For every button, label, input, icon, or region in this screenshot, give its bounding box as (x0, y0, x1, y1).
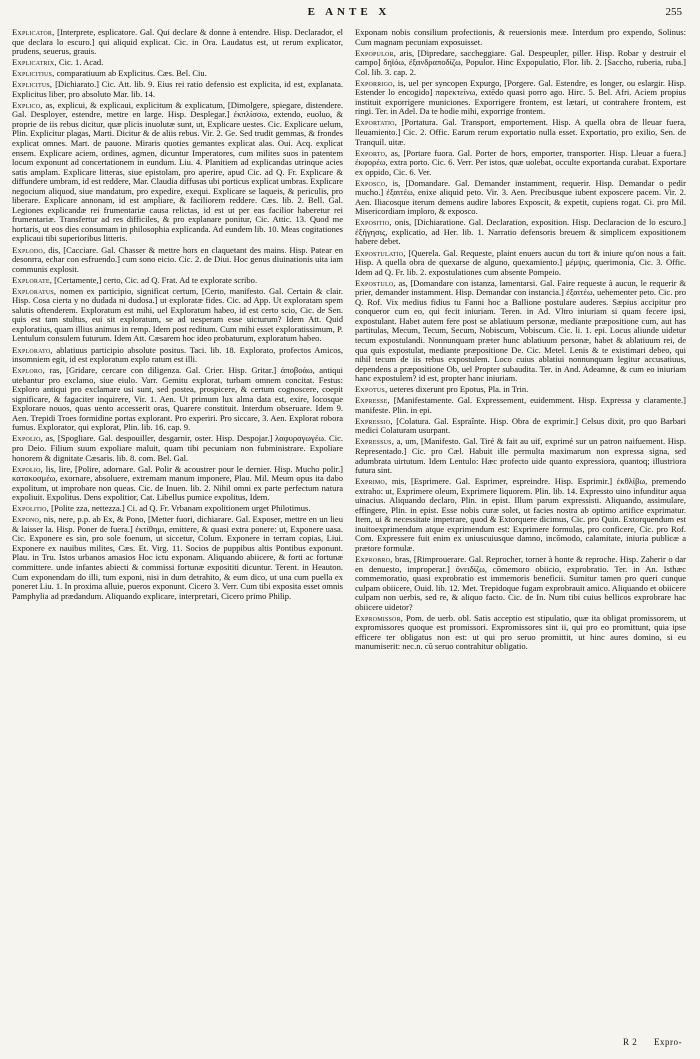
entry-headword: Explicator, (12, 27, 55, 37)
entry-headword: Exporrigo, (355, 77, 396, 88)
entry-headword: Expolio, (12, 433, 43, 444)
dictionary-entry (355, 555, 686, 612)
entry-definition: is, [Domandare. Gal. Demander instamment, requerir. Hisp. Demandar o pedir mucho.] ἐξαιτέω, enixe aliquid peto. Vir. 3. Aen. Precibusque iubent exposcere pacem. Vir. 2. Aen. Iliacosque iterum demens audire labores Exposcit, & expetit, cupiens rogat. Ci. pro Mil. Misericordiam implorо, & exposco. (355, 177, 686, 217)
entry-headword: Expostulatio, (355, 247, 406, 258)
dictionary-entry (12, 69, 343, 79)
entry-headword: Expromissor, (355, 612, 404, 623)
entry-definition: lis, lire, [Polire, adornare. Gal. Polir & acoustrer pour le dernier. Hisp. Mucho polir.] κατακοσμέω, exornare, absoluere, extremam manum imponere, Plau. Mil. Meum opus ita dabo expolitum, ut improbare non queas. Cic. de Inuen. lib. 2. Nihil omni ex parte perfectum natura expoliuit. Expolitus. Dens expolitior, Cat. Libellus pumice expolitus, Idem. (12, 463, 343, 503)
entry-definition: Exponam nobis consilium profectionis, & reuersionis meæ. Interdum pro expendo, Solinus: Cum magnam pecuniam exposuisset. (355, 27, 686, 47)
entry-headword: Exploratus, (12, 285, 57, 296)
entry-definition: as, explicui, & explicaui, explicitum & explicatum, [Dimolgere, spiegare, distendere. Gal. Desployer, estendre, mettre en large. Hisp. Desplegar.] ἐκπλίσσω, extendo, euoluo, & proprie de iis rebus dicitur, quæ plicis inuolutæ sunt, ut, Explicare uestes. Cic. Explicare uelum, Plin. Explicitur plagas, Marti. Dicitur & de aliis rebus. Vir. 2. Ge. Sed trudit gemmas, & frondes explicat omnes. Mart. de pauone. Miraris quoties gemantes explicat alas. Oui. Acq. explicat ensem. Explicare aciem, ordines, agmen, dicuntur Imperatores, cum milites suos in patentem locum exponunt ad concertationem in eundum. Liu. 4. Planitiem ad explicandas utrinque acies satis amplam. Explicare litteras, siue epistolam, pro aperire, apud Cic. ad Q. Fr. Explicare & diffundere umbram, id est reddere, Mar. Claudia diffusas ubi porticus explicat umbras. Explicare negocium aliquod, siue mandatum, pro expedire, exequi. Explicare se laqueis, & periculis, pro liberare. Explicare annonam, id est ampliare, & faciliorem reddere. Cæs. lib. 2. Bell. Gal. Legiones explicandæ rei frumentariæ causa relictas, id est ut per eas facilior haberetur rei frumentariæ. Transfertur ad res difficiles, & pro explanare ponitur, Cic. Attic. 13. Quod me hortaris, ut eos dies consumam in philosophia explicanda. Ad eundem lib. 10. Meas cogitationes explicaui tibi superioribus litteris. (12, 99, 344, 244)
dictionary-entry (12, 346, 343, 365)
dictionary-entry (355, 614, 686, 652)
dictionary-entry (12, 465, 343, 503)
entry-definition: ablatiuus participio absolute positus. Taci. lib. 18. Explorato, profectos Amicos, insomniem egit, id est exploratum explo ratum est illi. (12, 344, 343, 365)
entry-headword: Expopulor, (355, 47, 397, 58)
dictionary-entry (355, 396, 686, 415)
dictionary-entry (355, 218, 686, 247)
dictionary-entry (12, 101, 343, 244)
dictionary-entry (12, 287, 343, 344)
entry-headword: Expolitio, (12, 503, 50, 514)
entry-definition: bras, [Rimprouerare. Gal. Reprocher, torner à honte & reproche. Hisp. Zaherir o dar en denuesto, improperar.] ὀνειδίζω, cōmemoro obiicio, exprobratio. Ter. in An. Isthæc commemoratio, quasi exprobratio est immemoris beneficii. Sumitur tamen pro queri cunque culpam obiicere, Ouid. lib. 12. Met. Trepidoque fugam exprobrauit amico. Aliquando et obiicere culpam non uerbis, sed re, & aliquo facto. Cic. de In. Num tibi cuius bellicos exprobrare hac obiicere uidetor? (355, 553, 686, 612)
entry-definition: is, uel per syncopen Expurgo, [Porgere. Gal. Estendre, es longer, ou eslargir. Hisp. Estender lo encogido] παρεκτείνω, extēdo quasi porro ago. Hirc. 5. Bel. Afri. Aciem propius instituit exporrigere municiones. Exporrigere frontem, est lætari, ut contrahere frontem, est ringi. Ter. in Adel. Da te hodie mihi, exporrige frontem. (355, 77, 687, 117)
entry-definition: onis, [Dichiaratione. Gal. Declaration, exposition. Hisp. Declaracion de lo escuro.] ἐξήγησις, explicatio, ad Her. lib. 1. Narratio defensoris breuem & simplicem expositionem habere debet. (355, 217, 686, 247)
entry-definition: [Certamente,] certo, Cic. ad Q. Frat. Ad te explorate scribo. (54, 274, 258, 285)
entry-headword: Explicitius, (12, 68, 55, 79)
entry-definition: Pom. de uerb. obl. Satis acceptio est stipulatio, quæ ita obligat promissorem, ut expromissores quoque est promissori. Expromissores sint ii, qui pro eo promittunt, quia ipse efficere ter obligatus non est: ut qui pro seruo promittit, ut hinc aures domino, si eu manumiserit: nec.n. cũ seruo contrahitur obligatio. (355, 612, 686, 652)
entry-headword: Exprimo, (355, 476, 388, 487)
dictionary-entry (12, 28, 343, 57)
entry-headword: Explorate, (12, 274, 53, 285)
text-columns (12, 28, 686, 653)
entry-definition: as, [Portare fuora. Gal. Porter de hors, emporter, transporter. Hisp. Lleuar a fuera.] ἐκφορέω, extra porto. Cic. 6. Verr. Per istos, quæ uolebat, occulte exportanda curabat. Exportare ex oppido, Cic. 6. Ver. (355, 147, 686, 177)
entry-headword: Exporto, (355, 147, 388, 158)
entry-definition: ueteres dixerunt pro Epotus, Pla. in Trin. (389, 384, 529, 395)
entry-definition: [Polite zza, nettezza.] Ci. ad Q. Fr. Vrbanam expolitionem urget Philotimus. (51, 503, 311, 514)
dictionary-entry (355, 477, 686, 553)
entry-headword: Expressus, (355, 436, 395, 447)
entry-definition: comparatiuum ab Explicitus. Cæs. Bel. Ciu. (56, 68, 207, 79)
entry-headword: Expostulo, (355, 277, 396, 288)
entry-headword: Exportatio, (355, 117, 398, 128)
dictionary-entry (355, 179, 686, 217)
entry-definition: [Colatura. Gal. Espraînte. Hisp. Obra de exprimir.] Celsus dixit, pro quo Barbari medici Colaturam usurpant. (355, 415, 686, 436)
entry-headword: Expresse, (355, 395, 390, 406)
entry-definition: [Manifestamente. Gal. Expressement, euidemment. Hisp. Expressa y claramente.] manifeste. Plin. in epi. (355, 395, 686, 415)
entry-headword: Expositio, (355, 217, 392, 228)
dictionary-entry (12, 246, 343, 275)
dictionary-entry (355, 385, 686, 395)
entry-headword: Explico, (12, 99, 43, 110)
dictionary-entry (355, 417, 686, 436)
dictionary-entry (355, 79, 686, 117)
dictionary-entry (12, 58, 343, 68)
dictionary-entry (355, 28, 686, 47)
dictionary-entry (12, 80, 343, 99)
dictionary-entry (355, 118, 686, 147)
entry-definition: [Dichiarato.] Cic. Att. lib. 9. Eius rei ratio defensio est explicita, id est, explanata. Explicitus liber, pro absoluto Mar. lib. 14. (12, 79, 343, 99)
entry-definition: dis, [Cacciare. Gal. Chasser & mettre hors en claquetant des mains. Hisp. Patear en desonrra, echar con esfruendo.] cum sono eicio. Cic. 2. de Diui. Hoc genus diuinationis uita iam communis explosit. (12, 244, 343, 274)
entry-definition: mis, [Esprimere. Gal. Esprimer, espreindre. Hisp. Esprimir.] ἐκθλίβω, premendo extraho: ut, Exprimere oleum, Exprimere liquorem. Plin. lib. 14. Expressto uino infunditur aqua uinacius. Aliquando declaro, Plin. in epist. Illum parum expressisti. Aliquando, assimulare, effingere, Plin. in epist. Esse nobis curæ solet, ut facies nostra ab optimo artifice exprimatur. Item, ui & necessitate impetrare, quod & Extorquere dicimus, Cic. pro Quin. Extorquendum est inuitoexprimendum atque exprimendum est: Exprimere formulas, pro conficere, Cic. pro Rof. Com. Expressere fuit enim ex uniuscuiusque damno, incōmodo, calamitate, iniuria publicæ a prætore formulæ. (355, 476, 686, 553)
entry-headword: Explicatrix, (12, 57, 57, 68)
running-title: E ANTE X (307, 6, 391, 18)
entry-definition: [Querela. Gal. Requeste, plaint enuers aucun du tort & iniure qu'on nous a fait. Hisp. A quella obra de quexarse de alguno, quexamiento.] μέμψις, querimonia, Cic. 3. Offic. Idem ad Q. Fr. lib. 2. expostulationes cum absente Pompeio. (355, 247, 686, 277)
dictionary-entry (12, 366, 343, 433)
right-column (355, 28, 686, 653)
entry-headword: Expolio, (12, 463, 43, 474)
page-header (12, 6, 686, 24)
entry-headword: Expotus, (355, 384, 388, 395)
dictionary-entry (12, 515, 343, 601)
entry-definition: ras, [Gridare, cercare con diligenza. Gal. Crier. Hisp. Gritar.] ἀποβοάω, antiqui utebantur pro exclamo, siue eiulo. Varr. Gemitu explorat, turbam omnem concitat. Festus: Exploro antiqui pro exclamare usi sunt, sed postea, prospicere, & certum cognoscere, coepit significare, & fagaciter inquirere, Vir. 1. Aen. Ut primum lux alma data est, exire, locosque Explorare nouos, quas uento accesserit oras, Quarere constituit. Interdum obseruare. Idem 9. Aen. Trepidi Troes formidine portas explorant. Pro experiri. Pro siccare, 3. Aen. Explorat robora fumus. Explorator, qui explorat, Plin. lib. 16. cap. 9. (12, 365, 343, 433)
entry-headword: Explorato, (12, 344, 53, 355)
entry-definition: nomen ex participio, significat certum, [Certo, manifesto. Gal. Certain & clair. Hisp. Cosa cierta y no dudada ni dudosa.] ut exploratæ fides. Cic. ad App. Ut exploratam spem salutis oftenderem. Exploratum est mihi, uel Exploratum habeo, id est certo scio, Cic. de Sen. quis est tam stultus, eui sit exploratum, se ad uesperam esse uicturum? Idem Att. Quid exploratius, quam illius animus in remp. Idem post reditum. Cum mihi esset exploratissimum, P. Lentulum consulem futurum. Idem Att. Cæsarem hoc ideo probaturum, exploratum habeo. (12, 285, 343, 344)
dictionary-entry (12, 434, 343, 463)
left-column (12, 28, 343, 653)
entry-definition: Cic. 1. Acad. (58, 57, 104, 68)
dictionary-entry (355, 149, 686, 178)
entry-headword: Exploro, (12, 365, 45, 376)
entry-definition: aris, [Dipredare, saccheggiare. Gal. Despeupler, piller. Hisp. Robar y destruir el campo] δηϊόω, ἐξανδραποδίζω, Populor. Hinc Expopulatio, Flor. lib. 2. [Saccho, ruberia, ruba.] Col. lib. 3. cap. 2. (355, 47, 687, 77)
page-footer (609, 1037, 682, 1047)
catchword: Expro- (654, 1037, 682, 1047)
entry-headword: Expono, (12, 514, 42, 525)
dictionary-entry (355, 437, 686, 475)
dictionary-entry (12, 276, 343, 286)
entry-definition: a, um, [Manifesto. Gal. Tiré & fait au uif, exprimé sur un patron naifuement. Hisp. Representado.] Cic. pro Cæl. Habuit ille permulta maximarum non expressa signa, sed adumbrata uirtutum. Idem Lentulo: Hæc profecto uide quanto expressiora, quantoq; illustriora futura sint. (355, 436, 687, 476)
dictionary-entry (355, 49, 686, 78)
entry-headword: Expressio, (355, 415, 393, 426)
entry-definition: nis, nere, p.p. ab Ex, & Pono, [Metter fuori, dichiarare. Gal. Exposer, mettre en un lieu & laisser la. Hisp. Poner de fuera.] ἐκτίθημι, emittere, & quasi extra ponere: ut, Exponere uasa. Cic. Exponere es sin, pro sole foenum, ut siccetur, Colum. Exponere in terram copias, Liui. Exponere ex nauibus milites, Cæs. Et. Virg. 11. Socios de puppibus altis Pontibus exponunt. Plau. in Tru. Istos urbanos amasios Hoc ictu exponam. Aliquando abiicere, & forti ac fortunæ committere. unde infantes abiecti & commissi fortunæ exposititi dicuntur. Terent. in Heauton. Cum exponendam do illi, tum exponi, nisi in dum detrahito, & eum dico, ut una cum puella ex poneret Liu. 1. In proxima alluie, pueros exponunt. Cicero 3. Verr. Cum tibi exposita esset omnis Pamphylia ad prædandum. Aliquando explicare, interpretari, Cicero primo Philip. (12, 514, 343, 601)
entry-definition: [Interprete, esplicatore. Gal. Qui declare & donne à entendre. Hisp. Declarador, el que declara lo escuro.] qui aliquid explicat. Cic. in Ora. Laudatus est, ut rerum explicator, prudens, seuerus, grauis. (12, 27, 343, 57)
dictionary-entry (355, 279, 686, 384)
entry-definition: [Portatura. Gal. Transport, emportement. Hisp. A quella obra de lleuar fuera, lleuamiento.] Cic. 2. Offic. Earum rerum exportatio nulla esset. Exportatio, pro exilio, Sen. de Tranquil. uitæ. (355, 117, 687, 147)
signature-mark: R 2 (622, 1037, 638, 1047)
entry-headword: Exprobro, (355, 553, 393, 564)
entry-definition: as, [Domandare con istanza, lamentarsi. Gal. Faire requeste à aucun, le requerir & prier, demander instamment. Hisp. Demandar con instancia.] ἐξαιτέω, uehementer peto. Cic. pro Q. Rof. Vix medius fidius tu Fanni hoc a Ballione postulare auderes. Sæpius accipitur pro conqueror cum eo, qui fecit iniuriam. Teren. in Ad. Vltro iniuriam si quam fecere ipsi, expostulant. Habet autem fere post se ablatiuum personæ, mediante præpositione cum, aut has partitulas, Mecum, Tecum, Secum, Nobiscum, Vobiscum. Cic. li. 1. epi. Locus aliunde uidetur tecum expostulandi. Nonnunquam præter hunc ablatiuum personæ, habet & ablatiuum rei, de qua quis expostulat, mediante præpositione De. Cic. Metel. Lenis & te existimari debeo, qui nihil tecum de iis rebus expostulem. Loco cuius ablatiui nonnunquam legitur accusatiuus, dependens a præpositione Ob, uel Propter subaudita. Ter. in And. Adeamne, & cum eo iniuriam hanc expostulem? id est, propter hanc iniuriam. (355, 277, 687, 384)
entry-headword: Explodo, (12, 244, 46, 255)
dictionary-entry (12, 504, 343, 514)
entry-definition: as, [Spogliare. Gal. despouiller, desgarnir, oster. Hisp. Despojar.] λαφυραγωγέω. Cic. pro Deio. Filium suum expoliare maluit, quam tibi pecuniam non fubministrare. Expoliare honorem & dignitate Cæsaris. lib. 8. com. Bel. Gal. (12, 433, 344, 463)
entry-headword: Explicitus, (12, 79, 53, 90)
dictionary-entry (355, 249, 686, 278)
entry-headword: Exposco, (355, 177, 388, 188)
page-number: 255 (665, 6, 682, 18)
